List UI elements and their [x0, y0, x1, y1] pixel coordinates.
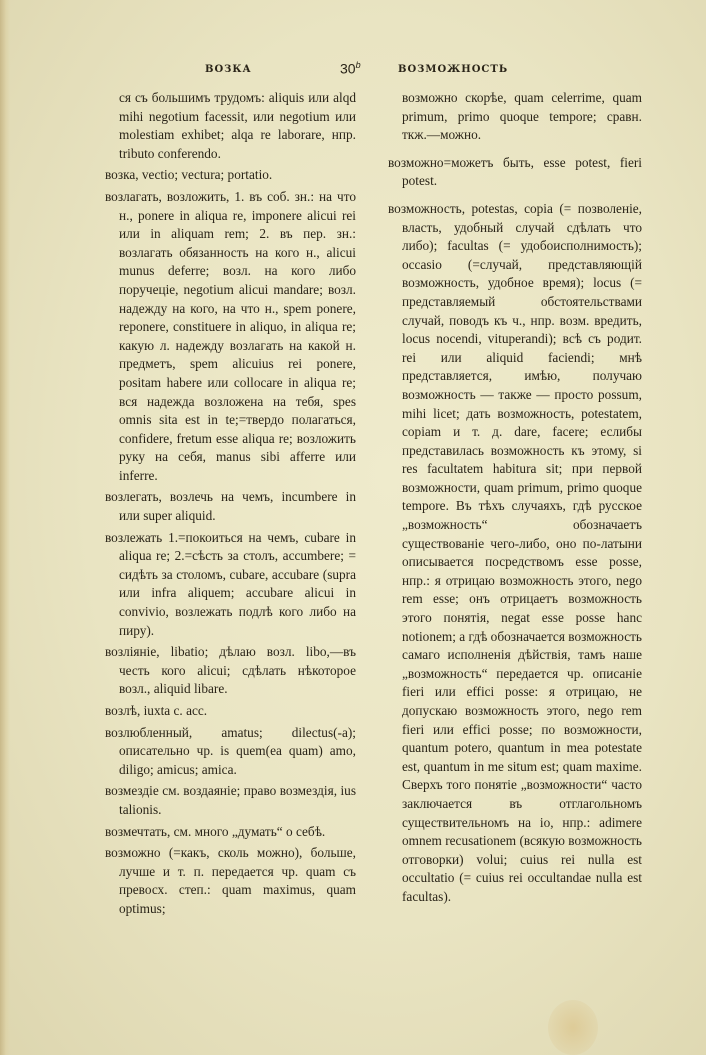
entry-text: iuxta c. acc.	[140, 703, 208, 718]
entry-text: см. воздаяніе; право возмездія, ius talionis.	[119, 783, 356, 817]
entry-text: см. много „думать“ о себѣ.	[170, 823, 326, 839]
entry-headword: возлагать,	[105, 188, 162, 204]
entry-text: vectio; vectura; portatio.	[138, 167, 273, 183]
page-binding-edge	[0, 0, 10, 1055]
left-column	[105, 89, 356, 922]
entry-headword: возка,	[105, 167, 139, 183]
entry-headword: возмездіе	[105, 783, 159, 799]
dictionary-entry	[105, 166, 356, 185]
entry-headword: возможно	[105, 845, 161, 861]
entry-text: возможно скорѣе, quam celerrime, quam primum, primo quoque tempore; сравн. ткж.—можно.	[402, 90, 642, 143]
entry-text: можетъ быть, esse potest, fieri potest.	[402, 154, 642, 189]
dictionary-entry	[105, 529, 356, 641]
entry-headword: возлегать,	[105, 489, 162, 505]
page-number	[340, 60, 361, 77]
dictionary-entry	[105, 702, 356, 721]
entry-text: возложить, 1. въ соб. зн.: на что н., ponere in aliqua re, imponere alicui rei или in aliquam rem; 2. въ пер. зн.: возлагать обязанность на кого н., alicui munus deferre; возл. на кого либо поручеціе, negotium alicui mandare; возл. надежду на кого, на что н., spem ponere, reponere, constituere in aliquo, in aliqua re; какую л. надежду возлагать на какой н. предметъ, spem alicuius rei ponere, positam habere или collocare in aliqua re; вся надежда возложена на тебя, spes omnis sita est in te;=твердо полагаться, confidere, fretum esse aliqua re; возложить руку на себя, manus sibi afferre или inferre.	[119, 188, 356, 483]
dictionary-entry	[388, 200, 642, 907]
dictionary-entry	[105, 724, 356, 780]
page-number-value: 30	[340, 60, 356, 77]
entry-text: libatio; дѣлаю возл. libo,—въ честь кого alicui; сдѣлать нѣкоторое возл., aliquid libare.	[119, 644, 356, 697]
dictionary-entry	[105, 488, 356, 525]
page-number-suffix: b	[355, 60, 361, 70]
entry-headword: возможность,	[388, 200, 466, 216]
left-guide-word: ВОЗКА	[205, 64, 252, 75]
entry-text: amatus; dilectus(-a); описательно чр. is quem(ea quam) amo, diligo; amicus; amica.	[119, 724, 356, 777]
dictionary-entry	[105, 188, 356, 486]
entry-headword: возлѣ,	[105, 703, 141, 718]
dictionary-entry	[105, 844, 356, 918]
right-guide-word: ВОЗМОЖНОСТЬ	[398, 64, 509, 75]
entry-text: (=какъ, сколь можно), больше, лучше и т. п. передается чр. quam съ превосх. степ.: quam maximus, quam optimus;	[119, 845, 356, 916]
running-header	[0, 58, 706, 82]
dictionary-entry	[388, 154, 642, 191]
dictionary-entry	[105, 823, 356, 842]
dictionary-entry	[105, 782, 356, 819]
entry-headword: возліяніе,	[105, 644, 160, 660]
dictionary-entry	[105, 643, 356, 699]
entry-headword: возлюбленный,	[105, 724, 193, 740]
entry-headword: возмечтать,	[105, 823, 171, 839]
dictionary-entry	[388, 89, 642, 145]
entry-text: potestas, copia (= позволеніе, власть, удобный случай сдѣлать что либо); facultas (= удобоисполнимость); occasio (=случай, представляющій возможность, удобное время); locus (= представляемый обстоятельствами случай, поводъ къ ч., нпр. возм. вредить, locus nocendi, vituperandi); всѣ съ родит. rei или aliquid faciendi; мнѣ представляется, имѣю, получаю возможность — также — просто possum, mihi licet; дать возможность, potestatem, copiam и т. д. dare, facere; еслибы представилась возможность къ этому, si res facultatem habitura sit; при первой возможности, quam primum, primo quoque tempore. Въ тѣхъ случаяхъ, гдѣ русское „возможность“ обозначаетъ существованіе чего-либо, оно по-латыни описывается посредствомъ esse posse, нпр.: я отрицаю возможность этого, nego rem esse; онъ отрицаетъ возможность этого понятія, negat esse posse hanc notionem; а гдѣ обозначается возможность самаго исполненія дѣйствія, тамъ наше „возможность“ передается чр. описаніе fieri или effici posse: я отрицаю, не допускаю возможность этого, nego rem fieri или effici posse; по возможности, quantum potero, quantum in mea potestate est, quantum in me situm est; quam maxime. Сверхъ того понятіе „возможности“ часто заключается въ отглагольномъ существительномъ на io, нпр.: adimere omnem recusationem (всякую возможность отговорки) volui; cuius rei nulla est occultatio (= cuius rei occultandae nulla est facultas).	[402, 200, 642, 904]
entry-text: ся съ большимъ трудомъ: aliquis или alqd mihi negotium facessit, или negotium или molestiam exhibet; alqa re laborare, нпр. tributo conferendo.	[119, 90, 356, 161]
paper-stain	[548, 1000, 598, 1055]
entry-headword: возможно=	[388, 154, 452, 170]
entry-headword: возлежать	[105, 529, 163, 545]
dictionary-entry	[105, 89, 356, 163]
right-column	[388, 89, 642, 910]
entry-text: возлечь на чемъ, incumbere in или super aliquid.	[119, 489, 356, 524]
entry-text: 1.=покоиться на чемъ, cubare in aliqua re; 2.=сѣсть за столъ, accumbere; = сидѣть за столомъ, cubare, accubare (supra или infra aliquem; accubare alicui in convivio, возлежать подлѣ кого либо на пиру).	[119, 529, 356, 638]
